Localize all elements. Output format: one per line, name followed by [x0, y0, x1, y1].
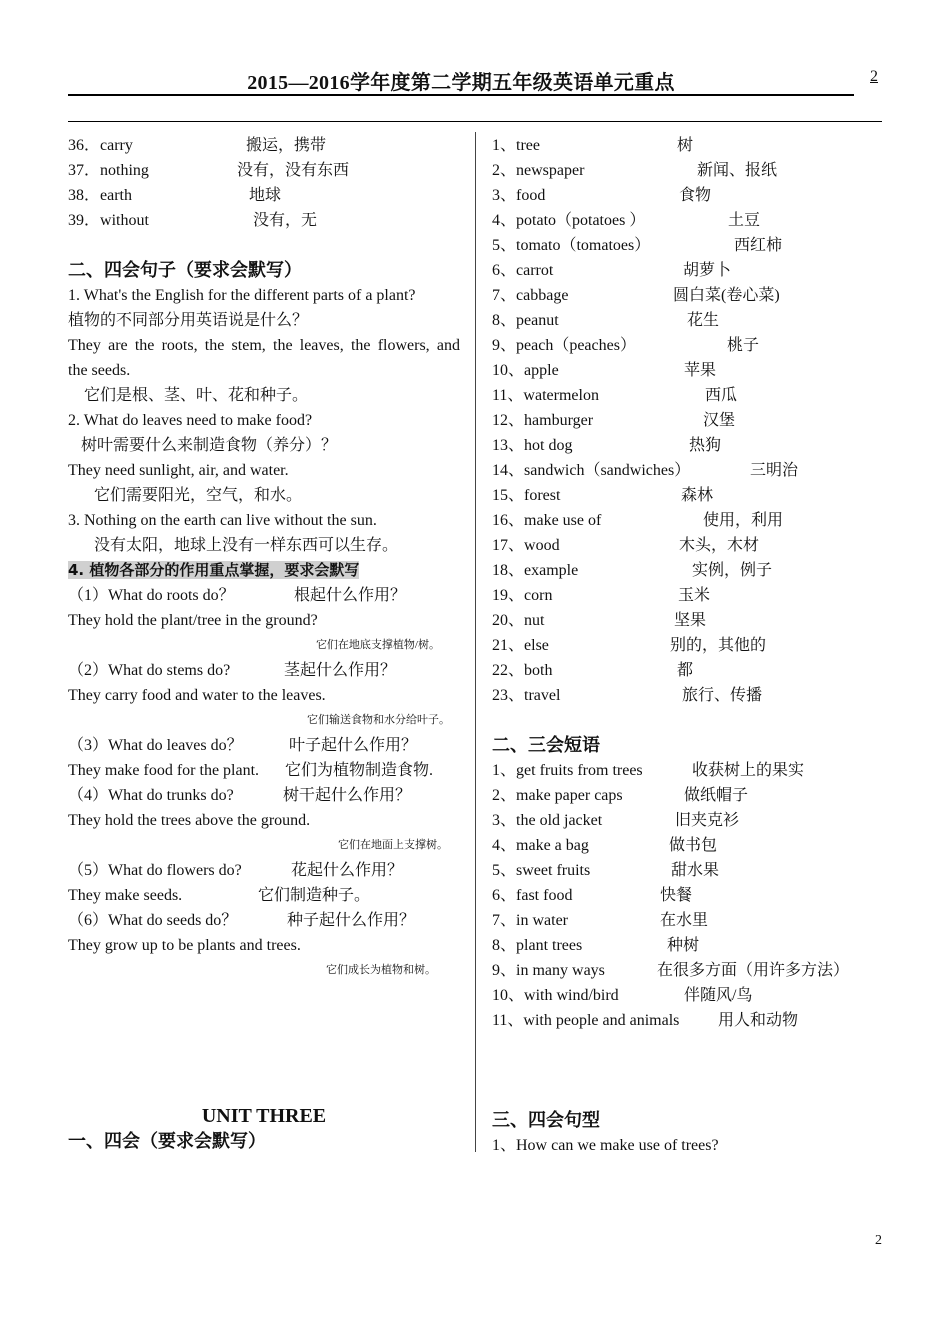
vocab-row	[492, 233, 892, 258]
highlighted-heading: 4. 植物各部分的作用重点掌握，要求会默写	[68, 561, 360, 579]
part-a-zh: 它们为植物制造食物.	[285, 762, 434, 779]
part-answer	[68, 883, 460, 908]
item-zh: 苹果	[684, 362, 717, 379]
item-en: watermelon	[523, 387, 599, 404]
item-zh: 在水里	[660, 912, 709, 929]
vocab-row	[492, 633, 892, 658]
item-num: 11、	[492, 1012, 524, 1029]
item-num: 3、	[492, 187, 517, 204]
item-num: 14、	[492, 462, 525, 479]
item-en: cabbage	[516, 287, 569, 304]
item-en: apple	[524, 362, 559, 379]
item-num: 18、	[492, 562, 525, 579]
sentence-pattern: 1、How can we make use of trees?	[492, 1137, 719, 1154]
part-a-en: They make seeds.	[68, 887, 183, 904]
item-en: newspaper	[516, 162, 585, 179]
section-heading: 二、四会句子（要求会默写）	[68, 260, 302, 281]
item-num: 5、	[492, 862, 517, 879]
item-en: food	[516, 187, 546, 204]
vocab-zh: 没有，没有东西	[237, 162, 350, 179]
left-column	[68, 133, 460, 1154]
item-zh: 用人和动物	[718, 1012, 799, 1029]
item-en: peach（peaches）	[516, 337, 636, 354]
item-zh: 桃子	[727, 337, 760, 354]
sentence-answer-cont: the seeds.	[68, 362, 131, 379]
item-num: 8、	[492, 312, 517, 329]
item-en: nut	[524, 612, 545, 629]
vocab-row	[492, 583, 892, 608]
phrase-row	[492, 783, 892, 808]
item-zh: 森林	[681, 487, 714, 504]
document-title: 2015—2016学年度第二学期五年级英语单元重点	[247, 72, 675, 94]
item-num: 12、	[492, 412, 525, 429]
item-zh: 热狗	[689, 437, 722, 454]
item-en: tree	[516, 137, 540, 154]
vocab-row	[492, 258, 892, 283]
sentence-question: 3. Nothing on the earth can live without the sun.	[68, 512, 377, 529]
item-zh: 西红柿	[734, 237, 783, 254]
vocab-row	[492, 433, 892, 458]
item-en: with wind/bird	[524, 987, 619, 1004]
item-zh: 旧夹克衫	[675, 812, 740, 829]
vocab-row	[68, 158, 460, 183]
item-en: sandwich（sandwiches）	[524, 462, 691, 479]
item-en: hot dog	[524, 437, 573, 454]
part-note: 它们在地面上支撑树。	[338, 839, 448, 851]
item-num: 7、	[492, 287, 517, 304]
item-num: 3、	[492, 812, 517, 829]
item-en: get fruits from trees	[516, 762, 643, 779]
item-en: make a bag	[516, 837, 589, 854]
vocab-row	[68, 183, 460, 208]
part-q-zh: 根起什么作用？	[294, 587, 407, 604]
item-zh: 胡萝卜	[683, 262, 732, 279]
item-zh: 坚果	[674, 612, 707, 629]
phrase-row	[492, 908, 892, 933]
vocab-zh: 没有，无	[253, 212, 318, 229]
part-q-zh: 花起什么作用？	[291, 862, 404, 879]
vocab-row	[492, 658, 892, 683]
phrase-row	[492, 808, 892, 833]
item-en: corn	[524, 587, 553, 604]
item-en: travel	[524, 687, 561, 704]
item-zh: 快餐	[660, 887, 693, 904]
part-q-zh: 茎起什么作用？	[284, 662, 397, 679]
part-q-en: （6）What do seeds do？	[68, 912, 238, 929]
item-num: 10、	[492, 987, 525, 1004]
vocab-num: 36．	[68, 137, 101, 154]
section-heading: 三、四会句型	[492, 1110, 600, 1131]
vocab-num: 38．	[68, 187, 101, 204]
part-question	[68, 783, 460, 808]
part-q-en: （4）What do trunks do?	[68, 787, 234, 804]
item-en: hamburger	[524, 412, 594, 429]
item-num: 23、	[492, 687, 525, 704]
vocab-row	[492, 133, 892, 158]
item-num: 6、	[492, 262, 517, 279]
vocab-en: nothing	[100, 162, 149, 179]
item-en: with people and animals	[523, 1012, 680, 1029]
item-num: 16、	[492, 512, 525, 529]
part-q-en: （1）What do roots do？	[68, 587, 235, 604]
item-num: 17、	[492, 537, 525, 554]
phrase-row	[492, 983, 892, 1008]
part-answer: They carry food and water to the leaves.	[68, 687, 326, 704]
item-num: 5、	[492, 237, 517, 254]
item-en: wood	[524, 537, 560, 554]
part-a-en: They make food for the plant.	[68, 762, 260, 779]
item-zh: 种树	[667, 937, 700, 954]
item-en: tomato（tomatoes）	[516, 237, 651, 254]
vocab-row	[492, 683, 892, 708]
item-num: 4、	[492, 837, 517, 854]
item-zh: 甜水果	[671, 862, 720, 879]
part-q-zh: 种子起什么作用？	[287, 912, 416, 929]
part-q-zh: 树干起什么作用？	[283, 787, 412, 804]
vocab-row	[68, 133, 460, 158]
column-divider	[475, 132, 476, 1152]
item-zh: 做纸帽子	[684, 787, 749, 804]
item-zh: 使用，利用	[703, 512, 784, 529]
item-num: 21、	[492, 637, 525, 654]
item-en: make paper caps	[516, 787, 623, 804]
item-num: 1、	[492, 762, 517, 779]
part-q-en: （2）What do stems do?	[68, 662, 231, 679]
item-num: 2、	[492, 787, 517, 804]
phrase-row	[492, 883, 892, 908]
part-a-zh: 它们制造种子。	[258, 887, 371, 904]
footer-page-number: 2	[875, 1233, 882, 1248]
vocab-zh: 地球	[249, 187, 282, 204]
item-zh: 做书包	[669, 837, 718, 854]
item-en: peanut	[516, 312, 559, 329]
sentence-translation: 植物的不同部分用英语说是什么？	[68, 312, 309, 329]
part-answer: They hold the plant/tree in the ground?	[68, 612, 318, 629]
phrase-row	[492, 1008, 892, 1033]
page-header	[68, 64, 854, 96]
phrase-row	[492, 833, 892, 858]
item-en: in water	[516, 912, 568, 929]
vocab-row	[492, 508, 892, 533]
vocab-en: earth	[100, 187, 132, 204]
item-num: 15、	[492, 487, 525, 504]
item-num: 9、	[492, 962, 517, 979]
part-q-en: （5）What do flowers do?	[68, 862, 242, 879]
part-answer	[68, 758, 460, 783]
sentence-translation: 树叶需要什么来制造食物（养分）？	[81, 437, 338, 454]
vocab-row	[492, 383, 892, 408]
vocab-row	[492, 408, 892, 433]
section-heading: 一、四会（要求会默写）	[68, 1131, 266, 1152]
item-en: else	[524, 637, 549, 654]
part-note: 它们在地底支撑植物/树。	[315, 639, 440, 651]
right-column	[492, 133, 892, 1158]
vocab-row	[492, 483, 892, 508]
item-zh: 收获树上的果实	[692, 762, 805, 779]
item-zh: 花生	[687, 312, 720, 329]
item-en: plant trees	[516, 937, 583, 954]
item-en: both	[524, 662, 553, 679]
phrase-row	[492, 958, 892, 983]
item-zh: 木头，木材	[679, 537, 760, 554]
item-zh: 玉米	[678, 587, 711, 604]
vocab-row	[492, 158, 892, 183]
phrase-row	[492, 858, 892, 883]
item-en: in many ways	[516, 962, 605, 979]
phrase-row	[492, 933, 892, 958]
section-heading: 二、三会短语	[492, 735, 600, 756]
item-num: 9、	[492, 337, 517, 354]
part-q-zh: 叶子起什么作用？	[289, 737, 418, 754]
item-num: 4、	[492, 212, 517, 229]
sentence-translation: 它们需要阳光，空气，和水。	[94, 487, 303, 504]
item-en: sweet fruits	[516, 862, 591, 879]
vocab-en: without	[100, 212, 149, 229]
item-zh: 伴随风/鸟	[684, 987, 753, 1004]
vocab-list	[492, 133, 892, 708]
item-num: 22、	[492, 662, 525, 679]
item-zh: 都	[677, 662, 694, 679]
phrase-list	[492, 758, 892, 1033]
item-num: 10、	[492, 362, 525, 379]
unit-title: UNIT THREE	[201, 1105, 327, 1127]
item-zh: 食物	[679, 187, 712, 204]
item-zh: 西瓜	[705, 387, 738, 404]
item-num: 7、	[492, 912, 517, 929]
item-zh: 汉堡	[703, 412, 736, 429]
vocab-row	[492, 358, 892, 383]
phrase-row	[492, 758, 892, 783]
vocab-zh: 搬运，携带	[246, 137, 327, 154]
item-num: 13、	[492, 437, 525, 454]
part-question	[68, 583, 460, 608]
sentence-translation: 没有太阳，地球上没有一样东西可以生存。	[94, 537, 399, 554]
part-question	[68, 908, 460, 933]
sentence-answer: They are the roots, the stem, the leaves, the flowers, and	[68, 337, 460, 354]
item-num: 1、	[492, 137, 517, 154]
vocab-row	[68, 208, 460, 233]
part-answer: They grow up to be plants and trees.	[68, 937, 301, 954]
vocab-row	[492, 183, 892, 208]
item-zh: 土豆	[728, 212, 761, 229]
item-num: 20、	[492, 612, 525, 629]
item-zh: 实例，例子	[692, 562, 773, 579]
vocab-en: carry	[100, 137, 133, 154]
vocab-num: 39．	[68, 212, 101, 229]
part-answer: They hold the trees above the ground.	[68, 812, 311, 829]
part-question	[68, 733, 460, 758]
item-zh: 旅行、传播	[682, 687, 763, 704]
header-rule	[68, 121, 882, 122]
vocab-row	[492, 558, 892, 583]
vocab-row	[492, 533, 892, 558]
vocab-row	[492, 208, 892, 233]
sentence-question: 1. What's the English for the different parts of a plant?	[68, 287, 416, 304]
item-zh: 三明治	[750, 462, 799, 479]
item-num: 11、	[492, 387, 524, 404]
vocab-row	[492, 608, 892, 633]
vocab-row	[492, 458, 892, 483]
sentence-translation: 它们是根、茎、叶、花和种子。	[84, 387, 309, 404]
vocab-num: 37．	[68, 162, 101, 179]
item-zh: 在很多方面（用许多方法）	[657, 962, 850, 979]
item-num: 19、	[492, 587, 525, 604]
vocab-row	[492, 283, 892, 308]
item-en: carrot	[516, 262, 554, 279]
item-zh: 圆白菜(卷心菜)	[673, 287, 780, 304]
sentence-question: 2. What do leaves need to make food?	[68, 412, 313, 429]
item-en: potato（potatoes ）	[516, 212, 646, 229]
item-zh: 新闻、报纸	[697, 162, 778, 179]
item-num: 2、	[492, 162, 517, 179]
item-en: the old jacket	[516, 812, 603, 829]
part-q-en: （3）What do leaves do？	[68, 737, 243, 754]
sentence-answer: They need sunlight, air, and water.	[68, 462, 289, 479]
item-en: example	[524, 562, 579, 579]
item-zh: 别的，其他的	[670, 637, 767, 654]
part-note: 它们输送食物和水分给叶子。	[307, 714, 450, 726]
part-note: 它们成长为植物和树。	[326, 964, 436, 976]
part-question	[68, 658, 460, 683]
vocab-row	[492, 333, 892, 358]
item-zh: 树	[677, 137, 694, 154]
item-num: 8、	[492, 937, 517, 954]
item-en: forest	[524, 487, 561, 504]
vocab-row	[492, 308, 892, 333]
header-page-number: 2	[870, 68, 878, 85]
part-question	[68, 858, 460, 883]
item-en: make use of	[524, 512, 602, 529]
item-num: 6、	[492, 887, 517, 904]
item-en: fast food	[516, 887, 573, 904]
